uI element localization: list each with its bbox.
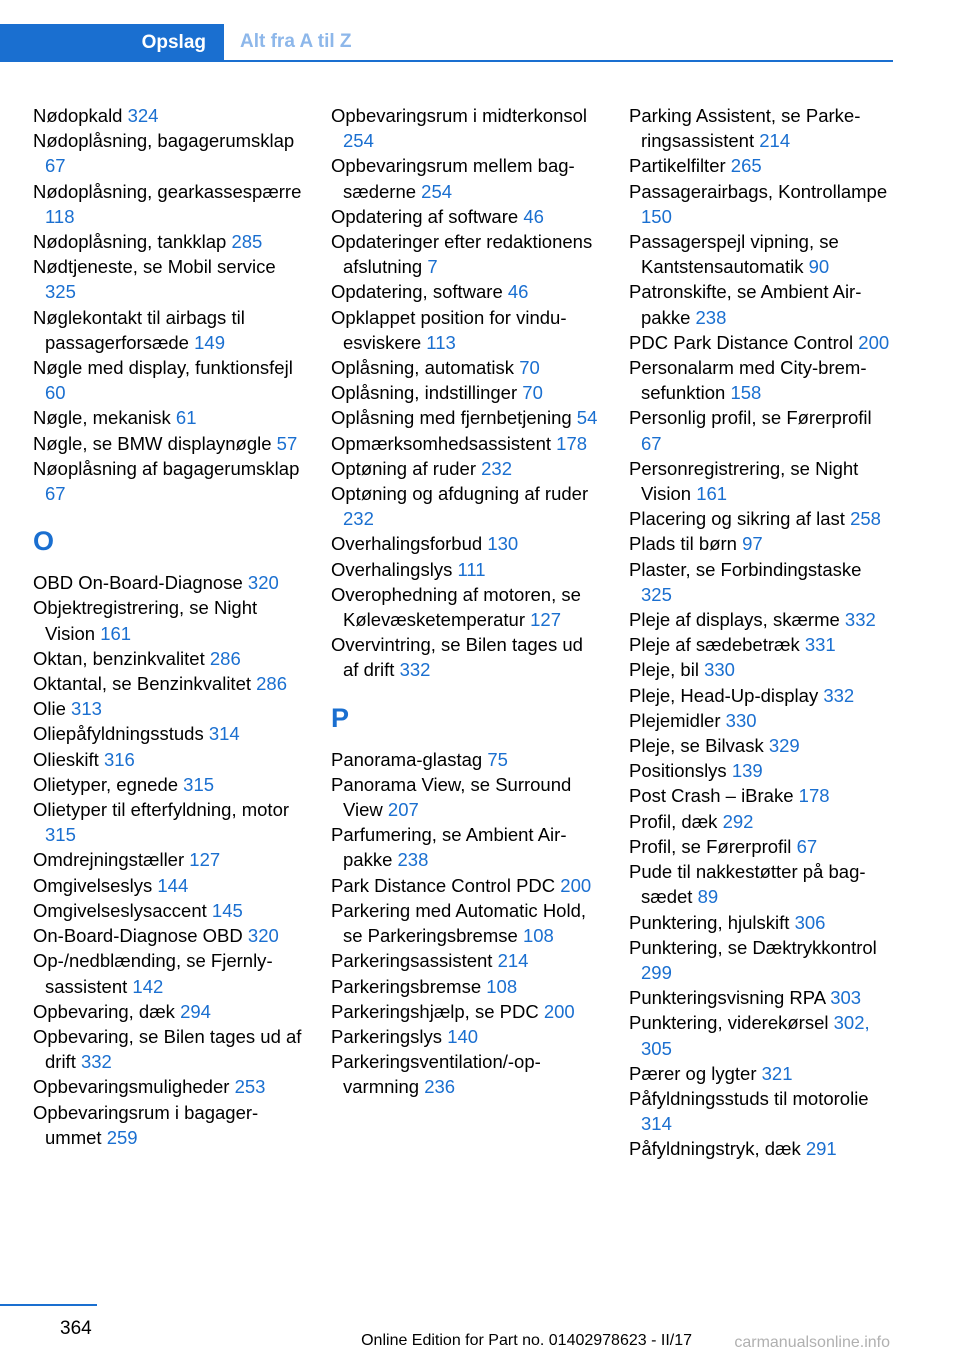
index-entry [629,910,891,935]
entry-term: PDC Park Distance Control [629,331,854,353]
page-link[interactable]: 265 [730,155,762,177]
page-link[interactable]: 113 [426,331,456,353]
entry-term: Optøning af ruder [331,457,476,479]
page-link[interactable]: 118 [45,205,75,227]
page-link[interactable]: 315 [45,824,76,846]
index-entry [33,898,305,923]
page-link[interactable]: 325 [45,281,76,303]
entry-term: Nøoplåsning af bagagerumsklap [33,457,300,479]
tab-alt-fra-a-til-z[interactable]: Alt fra A til Z [240,31,352,52]
entry-term: Parkeringsassistent [331,950,493,972]
index-entry [629,783,891,808]
entry-term: Pleje, Head-Up-display [629,684,819,706]
index-column-3 [629,103,891,1162]
entry-term: Oplåsning med fjernbetjening [331,407,572,429]
footer-divider [0,1304,97,1306]
page-link[interactable]: 46 [507,281,529,303]
index-entry [33,128,305,178]
page-link[interactable]: 67 [796,835,818,857]
entry-term: Personlig profil, se Førerprofil [629,407,872,429]
index-entry [629,1061,891,1086]
index-entry [331,204,603,229]
index-entry [331,974,603,999]
page-number: 364 [60,1318,92,1339]
page-link[interactable]: 320 [247,925,279,947]
index-entry [629,355,891,405]
entry-term: On-Board-Diagnose OBD [33,925,243,947]
header-divider [0,60,893,62]
page-link[interactable]: 325 [641,583,672,605]
index-entry [33,456,305,506]
index-entry [331,1049,603,1099]
page-link[interactable]: 67 [45,483,66,505]
index-entry [33,772,305,797]
page-link[interactable]: 46 [523,205,544,227]
index-entry [629,758,891,783]
entry-term: Passagerairbags, Kontrollampe [629,180,888,202]
index-entry [629,229,891,279]
page-link[interactable]: 253 [234,1076,266,1098]
index-entry [331,873,603,898]
page-link[interactable]: 57 [276,432,298,454]
page-link[interactable]: 331 [804,634,836,656]
edition-note: Online Edition for Part no. 01402978623 - II/17 [361,1332,692,1349]
entry-term: Opdateringer efter redaktionens afslutning [331,231,593,278]
index-entry [33,696,305,721]
entry-term: Plaster, se Forbindingstaske [629,558,862,580]
index-entry [33,721,305,746]
entry-term: Park Distance Control PDC [331,874,556,896]
page-link[interactable]: 67 [641,432,662,454]
entry-term: Nødoplåsning, bagagerumsklap [33,130,295,152]
index-entry [629,456,891,506]
entry-term: OBD On-Board-Diagnose [33,572,243,594]
index-entry [629,809,891,834]
index-entry [629,632,891,657]
page-link[interactable]: 236 [424,1076,456,1098]
page-link[interactable]: 324 [127,105,159,126]
page-link[interactable]: 315 [183,773,215,795]
entry-term: Opbevaringsrum i midterkonsol [331,105,588,126]
entry-term: Overhalingslys [331,558,453,580]
index-entry [629,657,891,682]
index-entry [331,999,603,1024]
index-entry [629,153,891,178]
index-entry [33,1024,305,1074]
entry-term: Olietyper til efterfyldning, motor [33,799,290,821]
entry-term: Opbevaring, se Bilen tages ud af drift [33,1025,302,1073]
page-link[interactable]: 313 [71,698,102,720]
entry-term: Passagerspejl vipning, se Kantstensautomatik [629,231,839,278]
index-entry [33,1074,305,1099]
section-letter: O [33,526,55,557]
page-link[interactable]: 314 [641,1113,672,1135]
entry-term: Påfyldningstryk, dæk [629,1138,801,1160]
page-link[interactable]: 200 [560,874,592,896]
entry-term: Oplåsning, automatisk [331,357,515,379]
page-link[interactable]: 54 [576,407,598,429]
page-link[interactable]: 200 [858,331,890,353]
entry-term: Nøglekontakt til airbags til passagerforsæde [33,306,245,353]
page-link[interactable]: 161 [696,483,728,505]
page-link[interactable]: 142 [132,975,164,997]
index-entry [33,671,305,696]
header [0,0,960,62]
entry-term: Nødoplåsning, gearkassespærre [33,180,302,202]
entry-term: Nødoplåsning, tankklap [33,231,227,253]
index-entry [331,153,603,203]
entry-term: Olieskift [33,748,99,770]
page-link[interactable]: 214 [497,950,529,972]
index-entry [629,733,891,758]
entry-term: Påfyldningsstuds til motorolie [629,1087,869,1109]
entry-term: Punktering, viderekørsel [629,1012,829,1034]
index-entry [331,456,603,481]
entry-term: Plads til børn [629,533,737,555]
index-column-1 [33,103,305,1150]
index-entry [331,229,603,279]
index-entry [331,898,603,948]
page-link[interactable]: 232 [343,508,374,530]
page-link[interactable]: 150 [641,205,672,227]
entry-term: Pleje, bil [629,659,699,681]
index-entry [33,747,305,772]
page-link[interactable]: 321 [761,1062,793,1084]
index-entry [331,103,603,153]
page-link[interactable]: 158 [730,382,762,404]
entry-term: Parfumering, se Ambient Airpakke [331,824,567,871]
page-link[interactable]: 200 [543,1000,575,1022]
page-link[interactable]: 144 [157,874,189,896]
page-link[interactable]: 291 [805,1138,837,1160]
entry-term: Nøgle, se BMW displaynøgle [33,432,272,454]
page-link[interactable]: 61 [175,407,197,429]
entry-term: Panorama View, se Surround View [331,773,572,821]
page-link[interactable]: 161 [100,622,132,644]
page-link[interactable]: 149 [194,331,225,353]
page-link[interactable]: 332 [823,684,855,706]
index-entry [629,1136,891,1161]
index-entry [331,1024,603,1049]
entry-term: Nøgle, mekanisk [33,407,171,429]
entry-term: Opbevaringsmuligheder [33,1076,230,1098]
index-entry [629,179,891,229]
entry-term: Oktantal, se Benzinkvalitet [33,673,251,695]
index-entry [331,582,603,632]
index-entry [629,557,891,607]
index-entry [331,948,603,973]
entry-term: Plejemidler [629,709,721,731]
index-entry [33,431,305,456]
entry-term: Panorama-glastag [331,748,483,770]
entry-term: Opklappet position for vinduesviskere [331,306,567,353]
page-link[interactable]: 127 [189,849,221,871]
index-entry [629,708,891,733]
page-link[interactable]: 90 [808,256,830,278]
page-link[interactable]: 67 [45,155,66,177]
entry-term: Nøgle med display, funktionsfejl [33,357,293,379]
entry-term: Overophedning af motoren, se Kølevæsketemperatur [331,583,581,631]
index-entry [331,405,603,430]
page-link[interactable]: 111 [457,558,486,580]
page-link[interactable]: 294 [180,1000,211,1022]
tab-opslag[interactable]: Opslag [0,24,224,62]
page-link[interactable]: 214 [759,130,791,152]
index-entry [331,531,603,556]
page-link[interactable]: 178 [798,785,830,807]
entry-term: Objektregistrering, se Night Vision [33,597,258,644]
entry-term: Oktan, benzinkvalitet [33,647,205,669]
entry-term: Opbevaring, dæk [33,1000,175,1022]
section-letter: P [331,702,350,733]
entry-term: Opdatering, software [331,281,503,303]
entry-term: Placering og sikring af last [629,508,845,530]
page-link[interactable]: 254 [343,130,374,152]
index-entry [33,229,305,254]
index-entry [33,254,305,304]
page-link[interactable]: 316 [103,748,135,770]
index-entry [331,632,603,682]
index-entry [331,557,603,582]
index-entry [33,923,305,948]
index-entry [331,355,603,380]
entry-term: Parkeringsbremse [331,975,482,997]
entry-term: Pleje af sædebetræk [629,634,800,656]
entry-term: Punktering, hjulskift [629,911,790,933]
entry-term: Opdatering af software [331,205,519,227]
index-entry [629,935,891,985]
entry-term: Omgivelseslysaccent [33,899,207,921]
page-link[interactable]: 238 [695,306,727,328]
index-entry [629,103,891,153]
index-entry [33,405,305,430]
entry-term: Punkteringsvisning RPA [629,987,826,1009]
entry-term: Profil, dæk [629,810,718,832]
index-entry [629,683,891,708]
index-entry [33,847,305,872]
page-link[interactable]: 302, 305 [641,1012,870,1059]
entry-term: Omdrejningstæller [33,849,185,871]
index-entry [331,772,603,822]
entry-term: Pleje, se Bilvask [629,735,764,757]
index-entry [33,305,305,355]
entry-term: Oplåsning, indstillinger [331,382,518,404]
page-link[interactable]: 140 [447,1025,479,1047]
entry-term: Olietyper, egnede [33,773,179,795]
index-entry [629,1086,891,1136]
index-entry [629,330,891,355]
page-link[interactable]: 330 [725,709,757,731]
entry-term: Opmærksomhedsassistent [331,432,552,454]
entry-term: Parking Assistent, se Parkeringsassistent [629,105,861,152]
page-link[interactable]: 97 [742,533,763,555]
entry-term: Optøning og afdugning af ruder [331,483,589,505]
entry-term: Personregistrering, se Night Vision [629,457,859,505]
entry-term: Personalarm med City-bremsefunktion [629,357,867,404]
page-link[interactable]: 145 [211,899,243,921]
page-link[interactable]: 306 [794,911,826,933]
page-link[interactable]: 286 [256,673,288,695]
entry-term: Patronskifte, se Ambient Airpakke [629,281,862,328]
entry-term: Opbevaringsrum mellem bagsæderne [331,155,575,202]
index-entry [629,1010,891,1060]
index-column-2 [331,103,603,1100]
index-entry [629,985,891,1010]
page-link[interactable]: 292 [722,810,754,832]
page-link[interactable]: 259 [106,1126,138,1148]
index-entry [629,834,891,859]
index-entry [33,595,305,645]
index-entry [33,179,305,229]
entry-term: Op-/nedblænding, se Fjernlysassistent [33,950,273,997]
entry-term: Overhalingsforbud [331,533,483,555]
entry-term: Post Crash – iBrake [629,785,794,807]
index-entry [33,948,305,998]
page-link[interactable]: 330 [704,659,735,681]
page-link[interactable]: 332 [399,659,431,681]
page-link[interactable]: 127 [530,609,561,631]
page-link[interactable]: 108 [486,975,518,997]
index-entry [33,646,305,671]
page-link[interactable]: 332 [844,609,876,631]
entry-term: Parkeringshjælp, se PDC [331,1000,539,1022]
page-link[interactable]: 299 [641,961,672,983]
index-entry [629,531,891,556]
page-link[interactable]: 75 [487,748,508,770]
page-link[interactable]: 130 [487,533,519,555]
index-entry [33,1100,305,1150]
entry-term: Partikelfilter [629,155,726,177]
page-link[interactable]: 285 [231,231,263,253]
entry-term: Profil, se Førerprofil [629,835,792,857]
index-entry [33,570,305,595]
index-entry [33,103,305,128]
index-entry [331,305,603,355]
index-entry [33,999,305,1024]
page-link[interactable]: 178 [556,432,588,454]
page-link[interactable]: 232 [481,457,513,479]
index-entry [331,822,603,872]
page-link[interactable]: 89 [697,886,719,908]
watermark: carmanualsonline.info [734,1334,890,1351]
page-link[interactable]: 303 [830,987,862,1009]
entry-term: Nødtjeneste, se Mobil service [33,256,276,278]
page-link[interactable]: 7 [427,256,438,278]
page-link[interactable]: 314 [208,723,240,745]
entry-term: Pleje af displays, skærme [629,609,840,631]
entry-term: Omgivelseslys [33,874,153,896]
page-link[interactable]: 320 [247,572,279,594]
entry-term: Overvintring, se Bilen tages ud af drift [331,634,583,681]
page-link[interactable]: 70 [519,357,540,379]
page-link[interactable]: 286 [209,647,241,669]
index-entry [629,405,891,455]
entry-term: Olie [33,698,66,720]
entry-term: Punktering, se Dæktrykkontrol [629,936,877,958]
entry-term: Nødopkald [33,105,123,126]
page-link[interactable]: 329 [768,735,800,757]
page-link[interactable]: 108 [522,925,554,947]
entry-term: Positionslys [629,760,727,782]
entry-term: Oliepåfyldningsstuds [33,723,204,745]
entry-term: Opbevaringsrum i bagagerummet [33,1101,259,1148]
index-entry [331,431,603,456]
entry-term: Parkering med Automatic Hold, se Parkeringsbremse [331,899,587,947]
page-link[interactable]: 238 [397,849,429,871]
index-entry [33,873,305,898]
page-link[interactable]: 139 [731,760,763,782]
index-entry [629,859,891,909]
index-entry [33,355,305,405]
index-entry [331,380,603,405]
entry-term: Parkeringslys [331,1025,443,1047]
page-link[interactable]: 60 [45,382,66,404]
index-entry [629,607,891,632]
entry-term: Pærer og lygter [629,1062,757,1084]
page-link[interactable]: 254 [421,180,453,202]
index-entry [331,279,603,304]
index-entry [331,481,603,531]
entry-term: Pude til nakkestøtter på bagsædet [629,861,866,908]
index-entry [33,797,305,847]
page-link[interactable]: 332 [80,1051,112,1073]
entry-term: Parkeringsventilation/-opvarmning [331,1051,541,1098]
index-entry [629,279,891,329]
page-link[interactable]: 70 [522,382,543,404]
index-entry [629,506,891,531]
page-link[interactable]: 207 [387,799,419,821]
page-link[interactable]: 258 [850,508,881,530]
index-entry [331,747,603,772]
